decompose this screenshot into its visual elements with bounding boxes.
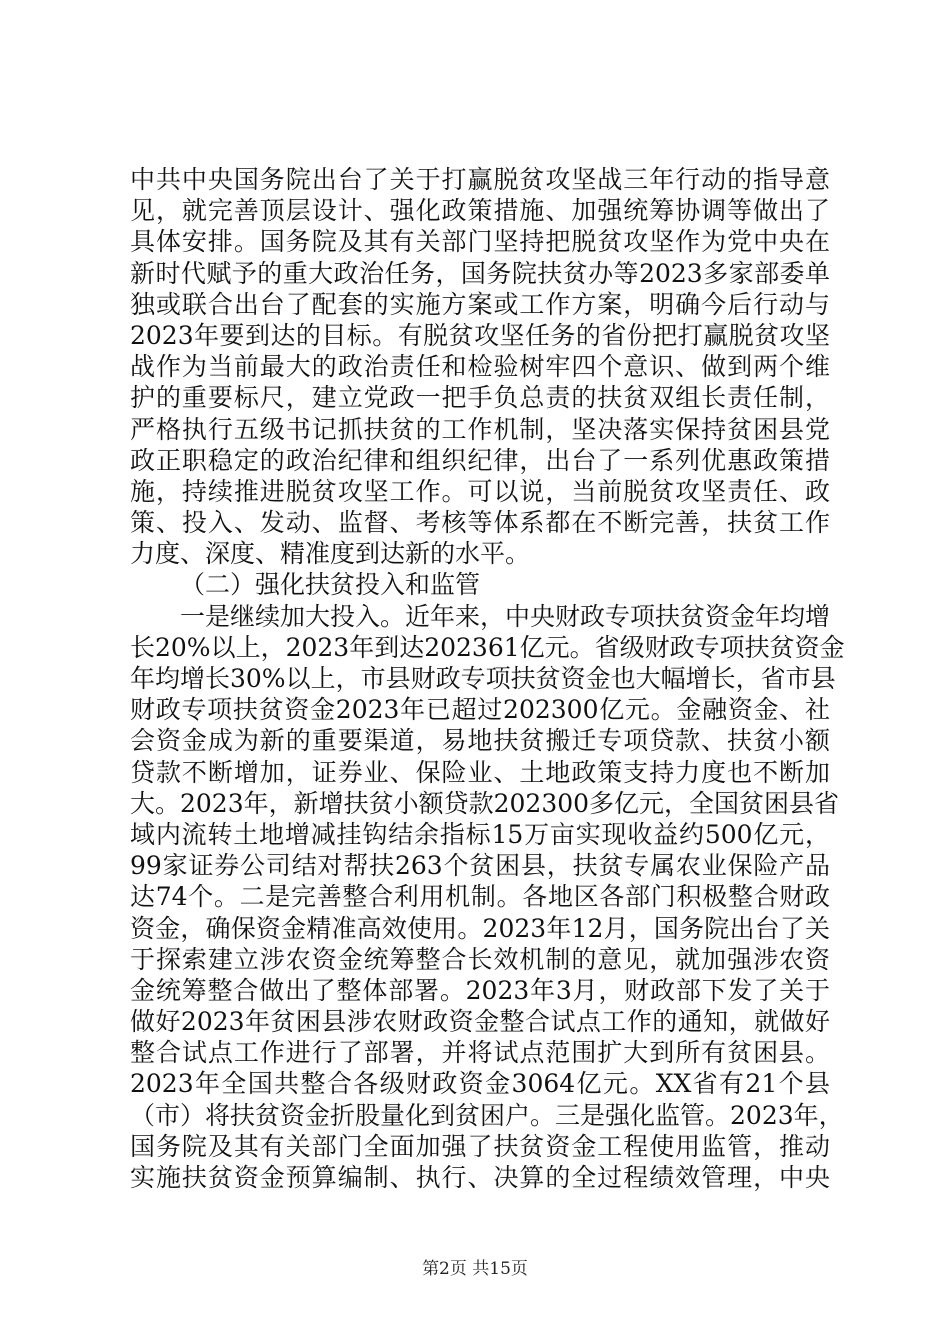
text-line: 战作为当前最大的政治责任和检验树牢四个意识、做到两个维	[130, 352, 830, 382]
text-line: 具体安排。国务院及其有关部门坚持把脱贫攻坚作为党中央在	[130, 227, 830, 257]
text-line: 大。2023年，新增扶贫小额贷款202300多亿元，全国贫困县省	[130, 788, 840, 818]
text-line: 中共中央国务院出台了关于打赢脱贫攻坚战三年行动的指导意	[130, 165, 830, 194]
text-line: 2023年要到达的目标。有脱贫攻坚任务的省份把打赢脱贫攻坚	[130, 320, 830, 350]
text-line: 国务院及其有关部门全面加强了扶贫资金工程使用监管，推动	[130, 1131, 830, 1161]
text-line: 独或联合出台了配套的实施方案或工作方案，明确今后行动与	[130, 289, 830, 319]
page-footer: 第2页 共15页	[422, 1259, 528, 1279]
text-line: 年均增长30%以上，市县财政专项扶贫资金也大幅增长，省市县	[130, 664, 836, 693]
text-line: 99家证券公司结对帮扶263个贫困县，扶贫专属农业保险产品	[130, 851, 830, 881]
text-line: 整合试点工作进行了部署，并将试点范围扩大到所有贫困县。	[130, 1038, 830, 1068]
text-line: 一是继续加大投入。近年来，中央财政专项扶贫资金年均增	[180, 601, 831, 631]
text-line: 资金，确保资金精准高效使用。2023年12月，国务院出台了关	[130, 913, 830, 943]
text-line: 政正职稳定的政治纪律和组织纪律，出台了一系列优惠政策措	[130, 445, 830, 475]
text-line: 长20%以上，2023年到达202361亿元。省级财政专项扶贫资金	[130, 632, 845, 662]
paragraph-2	[130, 601, 845, 1194]
text-line: 施，持续推进脱贫攻坚工作。可以说，当前脱贫攻坚责任、政	[130, 476, 830, 506]
text-line: 护的重要标尺，建立党政一把手负总责的扶贫双组长责任制，	[130, 383, 830, 413]
text-line: 新时代赋予的重大政治任务，国务院扶贫办等2023多家部委单	[130, 258, 830, 288]
document-body	[130, 164, 845, 1193]
text-line: 力度、深度、精准度到达新的水平。	[130, 539, 531, 569]
text-line: 域内流转土地增减挂钩结余指标15万亩实现收益约500亿元，	[130, 819, 830, 849]
text-line: （市）将扶贫资金折股量化到贫困户。三是强化监管。2023年，	[130, 1100, 844, 1130]
text-line: 金统筹整合做出了整体部署。2023年3月，财政部下发了关于	[130, 975, 830, 1005]
text-line: 会资金成为新的重要渠道，易地扶贫搬迁专项贷款、扶贫小额	[130, 726, 830, 756]
section-heading: （二）强化扶贫投入和监管	[180, 570, 481, 600]
text-line: 策、投入、发动、监督、考核等体系都在不断完善，扶贫工作	[130, 508, 830, 538]
text-line: 财政专项扶贫资金2023年已超过202300亿元。金融资金、社	[130, 695, 830, 725]
text-line: 做好2023年贫困县涉农财政资金整合试点工作的通知，就做好	[130, 1007, 830, 1037]
text-line: 严格执行五级书记抓扶贫的工作机制，坚决落实保持贫困县党	[130, 414, 830, 444]
text-line: 贷款不断增加，证券业、保险业、土地政策支持力度也不断加	[130, 757, 830, 787]
text-line: 于探索建立涉农资金统筹整合长效机制的意见，就加强涉农资	[130, 944, 830, 974]
text-line: 见，就完善顶层设计、强化政策措施、加强统筹协调等做出了	[130, 196, 830, 226]
paragraph-1	[130, 164, 830, 569]
text-line: 2023年全国共整合各级财政资金3064亿元。XX省有21个县	[130, 1069, 830, 1099]
text-line: 达74个。二是完善整合利用机制。各地区各部门积极整合财政	[130, 882, 830, 912]
text-line: 实施扶贫资金预算编制、执行、决算的全过程绩效管理，中央	[130, 1163, 830, 1192]
